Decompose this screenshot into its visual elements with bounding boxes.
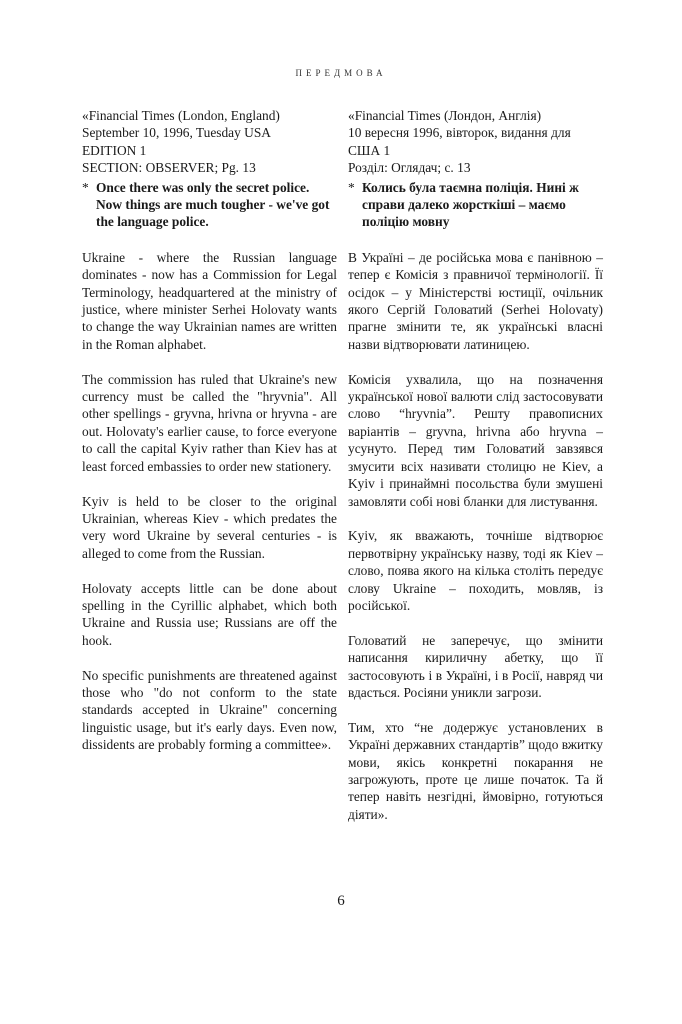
- running-head: ПЕРЕДМОВА: [295, 68, 387, 78]
- source-line: США 1: [348, 142, 391, 158]
- asterisk-marker: *: [82, 179, 89, 195]
- paragraph-uk-4: Головатий не заперечує, що змінити написання кириличну абетку, що її застосовують і в Україні, і в Росії, навряд чи вдасться. Росіяни уникли загрози.: [348, 632, 603, 700]
- paragraph-en-3: Kyiv is held to be closer to the original Ukrainian, whereas Kiev - which predates the very word Ukraine by several centuries - is alleged to come from the Russian.: [82, 493, 337, 561]
- headline-en: [82, 179, 337, 231]
- source-line: 10 вересня 1996, вівторок, видання для: [348, 125, 571, 141]
- ukrainian-column: [348, 107, 603, 823]
- source-citation-en: [82, 107, 337, 177]
- asterisk-marker: *: [348, 179, 355, 195]
- source-line: «Financial Times (Лондон, Англія): [348, 108, 542, 123]
- paragraph-uk-1: В Україні – де російська мова є панівною – тепер є Комісія з правничої термінології. Її осідок – у Міністерстві юстиції, очільник якого Сергій Головатий (Serhei Holovaty) прагне змінити те, як українські власні назви відтворювати латиницею.: [348, 249, 603, 352]
- headline-uk: [348, 179, 603, 231]
- paragraph-uk-2: Комісія ухвалила, що на позначення української нової валюти слід застосовувати слово “hryvnia”. Решту правописних варіантів – gryvna, hrivna або hryvna – усунуто. Перед тим Головатий завзявся змусити всіх називати столицю не Kiev, а Kyiv і принаймні посольства були змушені замовляти собі нові бланки для листування.: [348, 371, 603, 509]
- paragraph-uk-3: Kyiv, як вважають, точніше відтворює первотвірну українську назву, тоді як Kiev – слово, поява якого на кілька століть передує слову Ukraine – походить, мовляв, із російської.: [348, 528, 603, 613]
- headline-text: Колись була таємна поліція. Нині ж справи далеко жорсткіші – маємо поліцію мовну: [362, 179, 579, 230]
- paragraph-en-2: The commission has ruled that Ukraine's new currency must be called the "hryvnia". All other spellings - gryvna, hrivna or hryvna - are out. Holovaty's earlier cause, to force everyone to call the capital Kyiv rather than Kiev has at least forced embassies to order new stationery.: [82, 371, 337, 474]
- paragraph-en-5: No specific punishments are threatened against those who "do not conform to the state standards accepted in Ukraine" concerning linguistic usage, but it's early days. Even now, dissidents are probably forming a committee».: [82, 667, 337, 753]
- source-line: Розділ: Оглядач; с. 13: [348, 160, 471, 176]
- source-citation-uk: [348, 107, 603, 177]
- paragraph-en-1: Ukraine - where the Russian language dominates - now has a Commission for Legal Terminology, headquartered at the ministry of justice, where minister Serhei Holovaty wants to change the way Ukrainian names are written in the Roman alphabet.: [82, 249, 337, 352]
- paragraph-uk-5: Тим, хто “не додержує установлених в Україні державних стандартів” щодо вжитку мови, якісь конкретні покарання не загрожують, проте це лише початок. Та й тепер навіть незгідні, ймовірно, готуються діяти».: [348, 719, 603, 822]
- source-line: September 10, 1996, Tuesday USA: [82, 125, 271, 141]
- source-line: «Financial Times (London, England): [82, 108, 280, 123]
- english-column: [82, 107, 337, 754]
- paragraph-en-4: Holovaty accepts little can be done about spelling in the Cyrillic alphabet, which both Ukraine and Russia use; Russians are off the hook.: [82, 580, 337, 648]
- headline-text: Once there was only the secret police. Now things are much tougher - we've got the language police.: [96, 179, 330, 230]
- source-line: EDITION 1: [82, 142, 147, 158]
- page-number: 6: [337, 893, 345, 909]
- source-line: SECTION: OBSERVER; Pg. 13: [82, 160, 256, 176]
